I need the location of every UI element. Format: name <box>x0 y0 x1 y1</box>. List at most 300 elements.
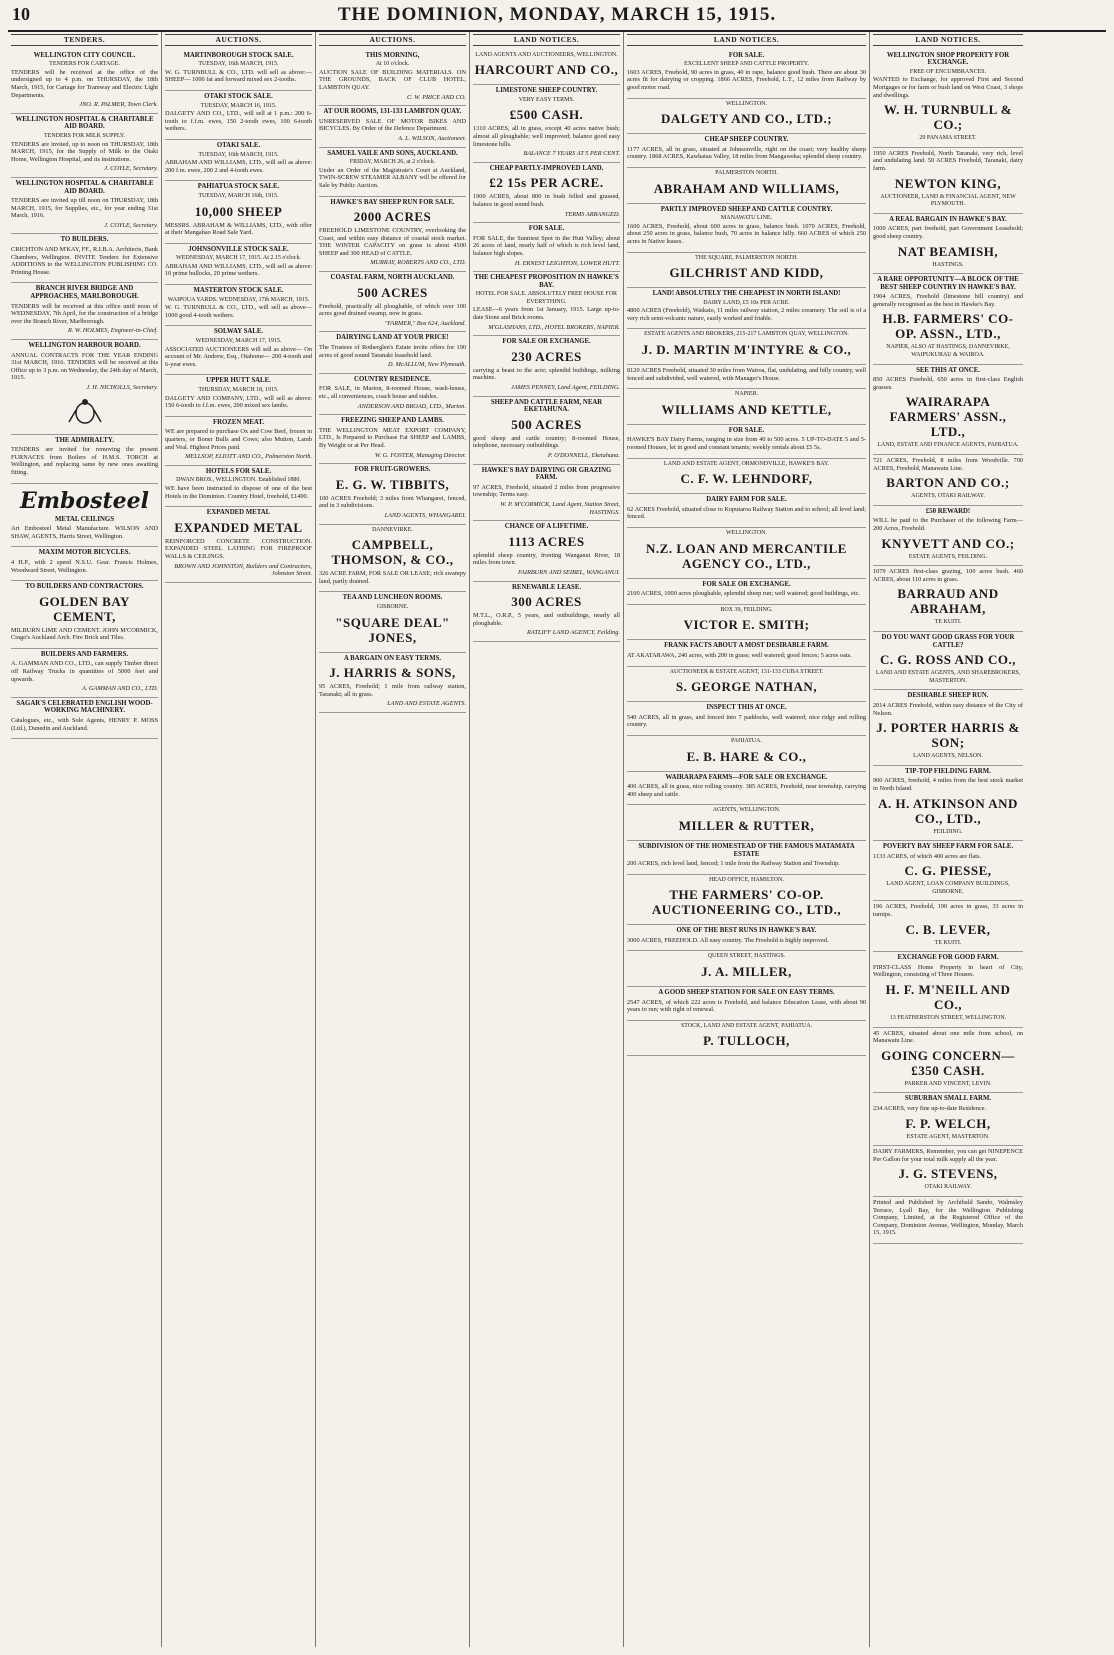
ad-body: FREEHOLD LIMESTONE COUNTRY, overlooking the Coast, and within easy distance of coastal stock market. THE WINTER CAPACITY on grass is about 4500 SHEEP and 300 HEAD of CATTLE. <box>319 227 466 257</box>
advertisement <box>319 415 466 464</box>
ad-display-text: 500 ACRES <box>511 416 582 432</box>
advertisement <box>319 197 466 273</box>
advertisement <box>627 168 866 204</box>
ad-display-text: CAMPBELL, THOMSON, & CO., <box>331 537 454 568</box>
advertisement <box>627 875 866 926</box>
advertisement <box>627 528 866 579</box>
ad-body: WANTED to Exchange, for approved First and Second Mortgages or for farm or bush land on West Coast, 3 shops and dwellings. <box>873 76 1023 99</box>
ad-body: 1900 ACRES, about 800 in bush felled and grassed, balance in good sound bush. <box>473 193 620 208</box>
ad-signature: LAND AGENTS, NELSON. <box>913 753 983 760</box>
ad-heading: METAL CEILINGS <box>55 515 114 523</box>
advertisement <box>627 951 866 987</box>
ad-heading: WELLINGTON CITY COUNCIL. <box>33 51 136 59</box>
ad-heading: FOR SALE OR EXCHANGE. <box>502 338 591 346</box>
advertisement <box>11 50 158 114</box>
advertisement <box>11 484 158 548</box>
ad-display-text: 1113 ACRES <box>508 533 585 549</box>
ad-subheading: PAHIATUA. <box>731 737 762 744</box>
ad-body: 234 ACRES, very fine up-to-date Residence. <box>873 1105 987 1112</box>
ad-body: ABRAHAM AND WILLIAMS, LTD., will sell as above: 200 f.m. ewes, 200 2 and 4-tooth ewes. <box>165 159 312 174</box>
ad-subheading: WELLINGTON. <box>725 100 768 107</box>
ad-subheading: VERY EASY TERMS. <box>518 96 575 103</box>
ad-body: 1310 ACRES, all in grass, except 40 acres native bush; almost all ploughable; well improved; balance good easy limestone hills. <box>473 125 620 148</box>
advertisement <box>165 50 312 91</box>
ad-heading: CHEAP PARTLY-IMPROVED LAND. <box>489 164 604 172</box>
ad-body: 540 ACRES, all in grass, and fenced into 7 paddocks, well watered; nice ridgy and rolling country. <box>627 713 866 729</box>
ad-body: Freehold, practically all ploughable, of which over 100 acres good drained swamp, now in grass. <box>319 302 466 318</box>
advertisement <box>473 397 620 465</box>
ad-body: WE have been instructed to dispose of one of the best Hotels in the Dominion. Country Hotel, freehold, £1400. <box>165 484 312 500</box>
ad-signature: J. H. NICHOLLS, Secretary. <box>86 383 158 391</box>
newspaper-title: THE DOMINION, MONDAY, MARCH 15, 1915. <box>337 4 777 25</box>
ad-body: TENDERS will be received at the office of the undersigned up to 4 p.m. on THURSDAY, the 18th March, 1915, for Cartage for Tramway and Electric Light Departments. <box>11 68 158 99</box>
ad-subheading: DANNEVIRKE. <box>372 526 413 533</box>
agent-name: BARRAUD AND ABRAHAM, <box>897 586 999 617</box>
ad-subheading: PALMERSTON NORTH. <box>715 169 778 176</box>
ad-body: 2547 ACRES, of which 222 acres is Freehold, and balance Education Lease, with about 90 years to run; with right of renewal. <box>627 998 866 1014</box>
ad-body: Catalogues, etc., with Sole Agents, HENRY P. MOSS (Ltd.), Dunedin and Auckland. <box>11 717 158 732</box>
ad-subheading: HOTEL FOR SALE. ABSOLUTELY FREE HOUSE FOR EVERYTHING. <box>475 291 618 305</box>
ad-signature: C. W. PRICE AND CO. <box>407 93 466 101</box>
ad-signature: RATLIFF LAND AGENCY, Feilding. <box>526 629 620 637</box>
advertisement <box>873 1197 1023 1244</box>
ad-heading: SAGAR'S CELEBRATED ENGLISH WOOD-WORKING MACHINERY. <box>16 699 153 715</box>
advertisement <box>319 653 466 713</box>
ad-body: 8120 ACRES Freehold, situated 30 miles from Wairoa, flat, undulating, and hilly country, well fenced and subdivided, well watered, with Manager's House. <box>627 367 866 382</box>
advertisement <box>11 234 158 283</box>
agent-name: GILCHRIST AND KIDD, <box>669 265 824 281</box>
ad-body: 1133 ACRES, of which 400 acres are flats. <box>873 852 982 860</box>
advertisement <box>165 181 312 243</box>
ad-heading: SUBDIVISION OF THE HOMESTEAD OF THE FAMOUS MATAMATA ESTATE <box>638 842 855 858</box>
ad-subheading: NAPIER. <box>734 391 759 398</box>
ad-subheading: WEDNESDAY, MARCH 17, 1915. At 2.15 o'clock. <box>176 255 301 262</box>
ad-heading: EXCHANGE FOR GOOD FARM. <box>897 954 999 962</box>
ad-heading: LIMESTONE SHEEP COUNTRY. <box>495 87 598 95</box>
ad-heading: DESIRABLE SHEEP RUN. <box>907 692 989 700</box>
ad-body: MESSRS. ABRAHAM & WILLIAMS, LTD., with offer at their Mangahao Road Sale Yard. <box>165 221 312 237</box>
advertisement <box>627 253 866 289</box>
ad-signature: MURRAY, ROBERTS AND CO., LTD. <box>370 259 466 267</box>
ad-body: 1904 ACRES, Freehold (limestone hill country) and generally recognised as the best in Hawke's Bay. <box>873 293 1023 308</box>
ad-heading: HAWKE'S BAY DAIRYING OR GRAZING FARM. <box>481 466 612 482</box>
ad-heading: MAXIM MOTOR BICYCLES. <box>38 549 131 557</box>
advertisement <box>319 374 466 415</box>
ad-heading: TO BUILDERS AND CONTRACTORS. <box>25 583 144 591</box>
ad-body: DALGETY AND COMPANY, LTD., will sell as above: 150 6-tooth to f.f.m. ewes, 200 mixed sex lambs. <box>165 394 312 410</box>
advertisement <box>11 178 158 235</box>
advertisement <box>627 389 866 425</box>
advertisement <box>11 283 158 340</box>
ad-subheading: TUESDAY, MARCH 16th, 1915. <box>198 192 279 199</box>
ad-body: TENDERS are invited for removing the present FURNACES from Boilers of H.M.S. TORCH at Wellington, and replacing same by new ones awaiting fitting. <box>11 446 158 476</box>
agent-name: J. D. MARTIN M'INTYRE & CO., <box>641 342 852 358</box>
advertisement <box>165 326 312 375</box>
ad-heading: WELLINGTON HOSPITAL & CHARITABLE AID BOARD. <box>15 115 154 131</box>
ad-heading: OTAKI STOCK SALE. <box>204 92 273 100</box>
ad-body: AUCTION SALE OF BUILDING MATERIALS. ON THE GROUNDS, BACK OF CLUB HOTEL, LAMBTON QUAY. <box>319 68 466 91</box>
advertisement <box>873 632 1023 690</box>
ad-body: 850 ACRES Freehold, 650 acres in first-class English grasses. <box>873 376 1023 391</box>
advertisement <box>11 698 158 739</box>
ad-heading: INSPECT THIS AT ONCE. <box>706 704 787 712</box>
ad-body: TENDERS will be received at this office until noon of WEDNESDAY, 7th April, for the construction of a bridge over the Branch River, Marlborough. <box>11 302 158 325</box>
ad-subheading: TUESDAY, 16th MARCH, 1915. <box>198 61 279 68</box>
ad-body: WILL be paid to the Purchaser of the following Farm—200 Acres, Freehold. <box>873 517 1023 532</box>
advertisement <box>473 582 620 642</box>
ad-signature: AGENTS, OTAKI RAILWAY. <box>911 493 985 500</box>
ad-subheading: TENDERS FOR CARTAGE. <box>49 61 120 68</box>
advertisement <box>627 640 866 666</box>
ad-signature: LAND AND ESTATE AGENTS. <box>387 700 466 708</box>
ad-heading: PAHIATUA STOCK SALE. <box>197 183 280 191</box>
column-3 <box>316 32 470 1647</box>
agent-name: P. TULLOCH, <box>703 1033 790 1049</box>
advertisement <box>627 425 866 459</box>
ad-body: AT AKATARAWA, 240 acres, with 200 in grass; well watered; good fences; 5 acres oats. <box>627 651 852 659</box>
advertisement <box>627 925 866 951</box>
ad-signature: LAND, ESTATE AND FINANCE AGENTS, PAHIATUA. <box>877 442 1019 449</box>
ad-subheading: AUCTIONEER & ESTATE AGENT, 131-133 CUBA STREET. <box>669 668 824 675</box>
ad-signature: D. McALLUM, New Plymouth. <box>387 361 466 369</box>
ad-heading: DO YOU WANT GOOD GRASS FOR YOUR CATTLE? <box>881 633 1015 649</box>
advertisement <box>473 465 620 522</box>
agent-name: MILLER & RUTTER, <box>678 817 815 833</box>
column-heading: AUCTIONS. <box>165 34 312 46</box>
ad-body: A. GAMMAN AND CO., LTD., can supply Timber direct off Railway Trucks in quantities of 5000 feet and upwards. <box>11 660 158 683</box>
ad-heading: WELLINGTON SHOP PROPERTY FOR EXCHANGE. <box>886 51 1010 67</box>
masthead <box>8 4 1106 32</box>
ad-subheading: LAND AGENTS AND AUCTIONEERS, WELLINGTON. <box>475 51 618 58</box>
agent-name: NEWTON KING, <box>894 175 1002 191</box>
ad-subheading: THE SQUARE, PALMERSTON NORTH. <box>695 254 798 261</box>
agent-name: J. G. STEVENS, <box>898 1166 998 1182</box>
ad-subheading: BOX 39, FEILDING. <box>720 606 773 613</box>
ad-subheading: DAIRY LAND, £5 10s PER ACRE. <box>703 299 790 306</box>
advertisement <box>627 459 866 495</box>
advertisement <box>11 435 158 484</box>
advertisement <box>627 134 866 168</box>
ad-body: THE WELLINGTON MEAT EXPORT COMPANY, LTD., Is Prepared to Purchase Fat SHEEP and LAMBS, By Weight or at Per Head. <box>319 426 466 449</box>
advertisement <box>319 272 466 332</box>
advertisement <box>627 772 866 806</box>
advertisement <box>627 841 866 875</box>
ad-body: carrying a beast to the acre; splendid buildings, milking machine. <box>473 366 620 382</box>
advertisement <box>627 579 866 605</box>
ad-subheading: AGENTS, WELLINGTON. <box>712 807 781 814</box>
ad-heading: BUILDERS AND FARMERS. <box>40 650 129 658</box>
ad-signature: "FARMER," Box 624, Auckland. <box>384 319 466 327</box>
advertisement <box>873 365 1023 455</box>
ad-subheading: WELLINGTON. <box>725 530 768 536</box>
ad-body: ABRAHAM AND WILLIAMS, LTD., will sell as above: 10 prime bullocks, 20 prime wethers. <box>165 262 312 278</box>
advertisement <box>627 605 866 641</box>
ad-signature: ANDERSON AND BROAD, LTD., Marton. <box>357 402 466 410</box>
ad-heading: FRANK FACTS ABOUT A MOST DESIRABLE FARM. <box>664 642 829 650</box>
ad-subheading: DWAN BROS., WELLINGTON. Established 1880. <box>176 477 301 484</box>
ad-display-text: "SQUARE DEAL" JONES, <box>335 614 450 645</box>
advertisement <box>473 272 620 336</box>
page-number: 10 <box>12 4 30 24</box>
ad-display-text: GOLDEN BAY CEMENT, <box>39 593 130 624</box>
ad-body: 400 ACRES, all in grass, nice rolling country. 385 ACRES, Freehold, near township, carrying 400 sheep and cattle. <box>627 783 866 798</box>
advertisement <box>627 494 866 528</box>
agent-name: N.Z. LOAN AND MERCANTILE AGENCY CO., LTD., <box>646 540 847 571</box>
advertisement <box>627 365 866 389</box>
advertisement <box>473 85 620 163</box>
advertisement <box>473 163 620 223</box>
agent-name: J. A. MILLER, <box>701 964 792 980</box>
ad-signature: J. COYLE, Secretary. <box>104 165 158 173</box>
ad-body: 196 ACRES, Freehold, 190 acres in grass, 33 acres in turnips. <box>873 903 1023 919</box>
ad-heading: A RARE OPPORTUNITY—A BLOCK OF THE BEST SHEEP COUNTRY IN HAWKE'S BAY. <box>877 276 1019 291</box>
advertisement <box>627 204 866 253</box>
advertisement <box>627 987 866 1021</box>
ad-subheading: STOCK, LAND AND ESTATE AGENT, PAHIATUA. <box>680 1022 813 1029</box>
ad-heading: JOHNSONVILLE STOCK SALE. <box>188 245 289 253</box>
ad-heading: FROZEN MEAT. <box>212 418 265 426</box>
royal-crest-icon <box>65 396 105 426</box>
ad-signature: TERMS ARRANGED. <box>564 210 620 218</box>
column-5 <box>624 32 870 1647</box>
ad-display-text: £2 15s PER ACRE. <box>489 175 604 191</box>
ad-body: 2014 ACRES Freehold, within easy distance of the City of Nelson. <box>873 701 1023 717</box>
ad-heading: THE CHEAPEST PROPOSITION IN HAWKE'S BAY. <box>474 274 619 289</box>
ad-display-text: £500 CASH. <box>509 107 584 123</box>
ad-heading: UPPER HUTT SALE. <box>206 377 271 385</box>
ad-signature: JAMES PENNEY, Land Agent, FEILDING. <box>511 384 620 392</box>
ad-signature: W. G. FOSTER, Managing Director. <box>374 451 466 459</box>
ad-subheading: QUEEN STREET, HASTINGS. <box>707 953 786 960</box>
advertisement <box>627 329 866 365</box>
column-4 <box>470 32 624 1647</box>
advertisement <box>319 332 466 373</box>
ad-body: MILBURN LIME AND CEMENT. JOHN M'CORMICK, Crago's Auckland Arch. Fire Brick and Tiles. <box>11 626 158 642</box>
advertisement <box>11 649 158 698</box>
advertisement <box>873 50 1023 148</box>
ad-signature: BROWN AND JOHNSTON, Builders and Contractors, Johnston Street. <box>174 562 312 578</box>
ad-heading: DAIRYING LAND AT YOUR PRICE! <box>336 334 449 342</box>
ad-heading: RENEWABLE LEASE. <box>511 583 582 591</box>
advertisement <box>873 274 1023 365</box>
agent-name: H. F. M'NEILL AND CO., <box>885 982 1011 1013</box>
ad-body: DAIRY FARMERS, Remember, you can get NINEPENCE Per Gallon for your total milk supply all the year. <box>873 1148 1023 1163</box>
ad-signature: M'GLASHANS, LTD., HOTEL BROKERS, NAPIER. <box>488 323 620 331</box>
advertisement <box>627 288 866 329</box>
ad-signature: LAND AGENTS, WHANGAREI. <box>384 511 466 519</box>
ad-signature: H. ERNEST LEIGHTON, LOWER HUTT. <box>514 259 620 267</box>
advertisement <box>165 375 312 416</box>
ad-signature: AUCTIONEER, LAND & FINANCIAL AGENT, NEW PLYMOUTH. <box>880 193 1016 208</box>
agent-name: DALGETY AND CO., LTD.; <box>660 111 833 127</box>
ad-heading: FOR SALE. <box>528 225 565 233</box>
ad-signature: MELLSOP, ELIOTT AND CO., Palmerston North. <box>185 453 312 461</box>
ad-heading: BRANCH RIVER BRIDGE AND APPROACHES, MARLBOROUGH. <box>30 285 139 301</box>
agent-name: A. H. ATKINSON AND CO., LTD., <box>878 795 1018 826</box>
advertisement <box>11 340 158 435</box>
ad-heading: EXPANDED METAL <box>206 509 271 517</box>
ad-heading: PARTLY IMPROVED SHEEP AND CATTLE COUNTRY. <box>660 205 833 213</box>
ad-heading: TO BUILDERS. <box>60 236 109 244</box>
advertisement <box>319 106 466 147</box>
agent-name: ABRAHAM AND WILLIAMS, <box>653 180 840 196</box>
column-2 <box>162 32 316 1647</box>
ad-heading: COUNTRY RESIDENCE. <box>354 375 431 383</box>
agent-name: W. H. TURNBULL & CO.; <box>883 102 1013 133</box>
advertisement <box>319 525 466 593</box>
ad-signature: 13 FEATHERSTON STREET, WELLINGTON. <box>889 1015 1007 1022</box>
ad-body: 4800 ACRES (Freehold), Waikato, 11 miles railway station, 2 miles creamery. The soil is of a very rich semi-volcanic nature, easily worked and friable. <box>627 307 866 322</box>
ad-signature: A. L. WILSON, Auctioneer. <box>398 134 466 142</box>
ad-heading: WELLINGTON HARBOUR BOARD. <box>28 342 141 349</box>
ad-signature: J. COYLE, Secretary. <box>104 221 158 229</box>
ad-signature: W. P. M'CORMICK, Land Agent, Station Street, HASTINGS. <box>500 500 620 516</box>
ad-body: 1177 ACRES, all in grass, situated at Johnsonville, right on the coast; very healthy sheep country. 1868 ACRES, Kawhatau Valley, 18 miles from Mangaweka; splendid sheep country. <box>627 145 866 161</box>
advertisement <box>165 140 312 181</box>
advertisement <box>873 455 1023 506</box>
ad-signature: 29 PANAMA STREET. <box>919 135 977 142</box>
ad-body: splendid sheep country, fronting Wanganui River, 18 miles from town. <box>473 551 620 567</box>
agent-name: NAT BEAMISH, <box>897 243 999 259</box>
ad-signature: TE KUITI. <box>934 939 962 946</box>
ad-display-text: 10,000 SHEEP <box>194 203 283 219</box>
ad-subheading: At 10 o'clock. <box>375 61 410 68</box>
agent-name: H.B. FARMERS' CO-OP. ASSN., LTD., <box>882 311 1014 342</box>
ad-body: LEASE—6 years from 1st January, 1915. Large up-to-date Stone and Brick rooms. <box>473 306 620 322</box>
agent-name: C. G. PIESSE, <box>904 863 992 879</box>
advertisement <box>319 464 466 524</box>
ad-body: W. G. TURNBULL & CO., LTD. will sell as above:— SHEEP— 1000 fat and forward mixed sex 2-tooths. <box>165 68 312 84</box>
agent-name: WILLIAMS AND KETTLE, <box>661 401 832 417</box>
ad-heading: CHANCE OF A LIFETIME. <box>504 523 589 531</box>
ad-signature: A. GAMMAN AND CO., LTD. <box>81 685 158 693</box>
advertisement <box>319 148 466 197</box>
ad-body: 100 ACRES Freehold; 3 miles from Whangarei, fenced, and in 3 subdivisions. <box>319 494 466 510</box>
ad-subheading: TUESDAY, 16th MARCH, 1915. <box>198 151 279 158</box>
ad-heading: DAIRY FARM FOR SALE. <box>706 496 787 504</box>
ad-body: Under an Order of the Magistrate's Court at Auckland, TWIN-SCREW STEAMER ALBANY will be offered for Sale by Public Auction. <box>319 166 466 189</box>
ad-body: FOR SALE, in Marton, 8-roomed House, wash-house, etc., all conveniences, coach house and stables. <box>319 385 466 400</box>
ad-heading: LAND! ABSOLUTELY THE CHEAPEST IN NORTH ISLAND! <box>652 290 841 298</box>
agent-name: S. GEORGE NATHAN, <box>675 679 818 695</box>
ad-display-text: HARCOURT AND CO., <box>474 62 619 78</box>
ad-heading: COASTAL FARM, NORTH AUCKLAND. <box>330 274 455 282</box>
ad-body: 3000 ACRES, FREEHOLD. All easy country. The Freehold is highly improved. <box>627 936 829 944</box>
ad-heading: FOR SALE OR EXCHANGE. <box>702 580 791 588</box>
ad-heading: HAWKE'S BAY SHEEP RUN FOR SALE. <box>330 198 455 206</box>
advertisement <box>873 506 1023 566</box>
advertisement <box>319 592 466 652</box>
ad-body: ANNUAL CONTRACTS FOR THE YEAR ENDING 31st MARCH, 1916. TENDERS will be received at this Office up to 3 p.m. on Wednesday, the 24th day of March, 1915. <box>11 351 158 382</box>
ad-display-text: E. G. W. TIBBITS, <box>335 476 450 492</box>
ad-body: WE are prepared to purchase Ox and Cow Beef, frozen in quarters, or Boner Bulls and Cows; also Mutton, Lamb and Veal. Highest Prices paid. <box>165 428 312 451</box>
agent-name: GOING CONCERN—£350 CASH. <box>881 1047 1015 1078</box>
ad-subheading: FREE OF ENCUMBRANCES. <box>909 68 987 75</box>
agent-name: C. B. LEVER, <box>905 921 991 937</box>
ad-body: 95 ACRES, Freehold; 1 mile from railway station, Taranaki; all in grass. <box>319 683 466 698</box>
ad-body: 1950 ACRES Freehold, North Taranaki, very rich, level and undulating land. 50 ACRES Freehold, Taranaki, dairy farm. <box>873 149 1023 172</box>
ad-signature: ESTATE AGENTS, FEILDING. <box>908 553 988 560</box>
ad-signature: PARKER AND VINCENT, LEVIN. <box>904 1080 992 1087</box>
ad-body: ASSOCIATED AUCTIONEERS will sell as above— On account of Mr. Andrew, Esq., Otahome— 200 4-tooth and 6-year ewes. <box>165 345 312 368</box>
advertisement <box>627 702 866 736</box>
ad-body: 97 ACRES, Freehold, situated 2 miles from progressive township; Terms easy. <box>473 483 620 499</box>
advertisement <box>873 901 1023 952</box>
ad-heading: FOR FRUIT-GROWERS. <box>354 466 431 474</box>
advertisement <box>11 581 158 649</box>
ad-body: 900 ACRES, freehold, 4 miles from the best stock market in North Island. <box>873 777 1023 792</box>
ad-heading: MASTERTON STOCK SALE. <box>193 287 284 295</box>
advertisement <box>165 91 312 140</box>
advertisement <box>627 99 866 135</box>
ad-body: 45 ACRES, situated about one mile from school, on Manawatu Line. <box>873 1029 1023 1045</box>
ad-display-text: 230 ACRES <box>511 348 582 364</box>
ad-heading: A REAL BARGAIN IN HAWKE'S BAY. <box>889 215 1007 223</box>
ad-heading: POVERTY BAY SHEEP FARM FOR SALE. <box>882 843 1014 851</box>
ad-signature: FAIRBURN AND SEIBEL, WANGANUI. <box>518 568 620 576</box>
advertisement <box>165 244 312 285</box>
advertisement <box>873 766 1023 841</box>
ad-heading: FOR SALE. <box>728 51 765 59</box>
column-heading: LAND NOTICES. <box>627 34 866 46</box>
ad-subheading: HEAD OFFICE, HAMILTON. <box>709 876 784 883</box>
advertisement <box>11 547 158 581</box>
ad-heading: SHEEP AND CATTLE FARM, NEAR EKETAHUNA. <box>490 398 603 414</box>
ad-heading: SEE THIS AT ONCE. <box>916 366 980 374</box>
ad-body: 200 ACRES, rich level land, fenced; 1 mile from the Railway Station and Township. <box>627 860 840 868</box>
ad-signature: R. W. HOLMES, Engineer-in-Chief. <box>67 327 158 335</box>
advertisement <box>873 952 1023 1027</box>
ad-subheading: GISBORNE. <box>376 603 409 610</box>
advertisement <box>473 336 620 396</box>
advertisement <box>873 214 1023 274</box>
ad-signature: JNO. R. PALMER, Town Clerk. <box>79 101 158 109</box>
ad-body: 721 ACRES, Freehold, 8 miles from Woodville. 700 ACRES, Freehold, Manawatu Line. <box>873 457 1023 472</box>
ad-heading: MARTINBOROUGH STOCK SALE. <box>183 51 294 59</box>
agent-name: BARTON AND CO.; <box>886 475 1010 491</box>
advertisement <box>11 114 158 178</box>
ad-body: good sheep and cattle country; 8-roomed House, telephone, necessary outbuildings. <box>473 434 620 450</box>
ad-display-text: J. HARRIS & SONS, <box>329 665 456 681</box>
ad-subheading: WAIPOUA YARDS. WEDNESDAY, 17th MARCH, 1915. <box>167 296 310 303</box>
ad-signature: ESTATE AGENT, MASTERTON. <box>906 1133 990 1140</box>
column-6 <box>870 32 1026 1647</box>
agent-name: WAIRARAPA FARMERS' ASSN., LTD., <box>889 394 1007 440</box>
ad-signature: LAND AND ESTATE AGENTS, AND SHAREBROKERS, MASTERTON. <box>875 670 1021 684</box>
ad-heading: WELLINGTON HOSPITAL & CHARITABLE AID BOARD. <box>15 179 154 195</box>
ad-heading: AT OUR ROOMS, 131-133 LAMBTON QUAY. <box>323 108 462 116</box>
agent-name: J. PORTER HARRIS & SON; <box>876 720 1020 751</box>
ad-heading: WAIRARAPA FARMS—FOR SALE OR EXCHANGE. <box>665 773 828 781</box>
agent-name: THE FARMERS' CO-OP. AUCTIONEERING CO., LTD., <box>651 887 842 918</box>
column-heading: TENDERS. <box>11 34 158 46</box>
ad-body: FOR SALE, the Sunniest Spot in the Hutt Valley; about 26 acres of land, nearly half of which is rich level land, balance high slopes. <box>473 234 620 257</box>
advertisement <box>473 50 620 86</box>
ad-body: 62 ACRES Freehold, situated close to Koputaroa Railway Station and to school; all level land; fenced. <box>627 505 866 521</box>
advertisement <box>165 285 312 326</box>
ad-subheading: THURSDAY, MARCH 18, 1915. <box>198 387 279 393</box>
column-heading: LAND NOTICES. <box>473 34 620 46</box>
ad-heading: ONE OF THE BEST RUNS IN HAWKE'S BAY. <box>676 927 817 935</box>
ad-body: 4 H.P., with 2 speed N.S.U. Gear. Francis Holmes, Woodward Street, Wellington. <box>11 558 158 574</box>
ad-subheading: FRIDAY, MARCH 26, at 2 o'clock. <box>349 159 436 166</box>
ad-heading: FREEZING SHEEP AND LAMBS. <box>341 417 444 425</box>
ad-display-text: 500 ACRES <box>357 284 428 300</box>
ad-body: Art Embosteel Metal Manufacture. WILSON AND SHAW, AGENTS, Harris Street, Wellington. <box>11 525 158 540</box>
ad-body: DALGETY AND CO., LTD., will sell at 1 p.m.: 200 6-tooth to f.f.m. ewes, 150 2-tooth ewes, 100 6-tooth wethers. <box>165 110 312 133</box>
ad-body: TENDERS are invited, up to noon on THURSDAY, 18th MARCH, 1915, for the Supply of Milk to the Otaki Home, Wellington Hospital, and its institutions. <box>11 140 158 163</box>
agent-name: E. B. HARE & CO., <box>686 748 807 764</box>
